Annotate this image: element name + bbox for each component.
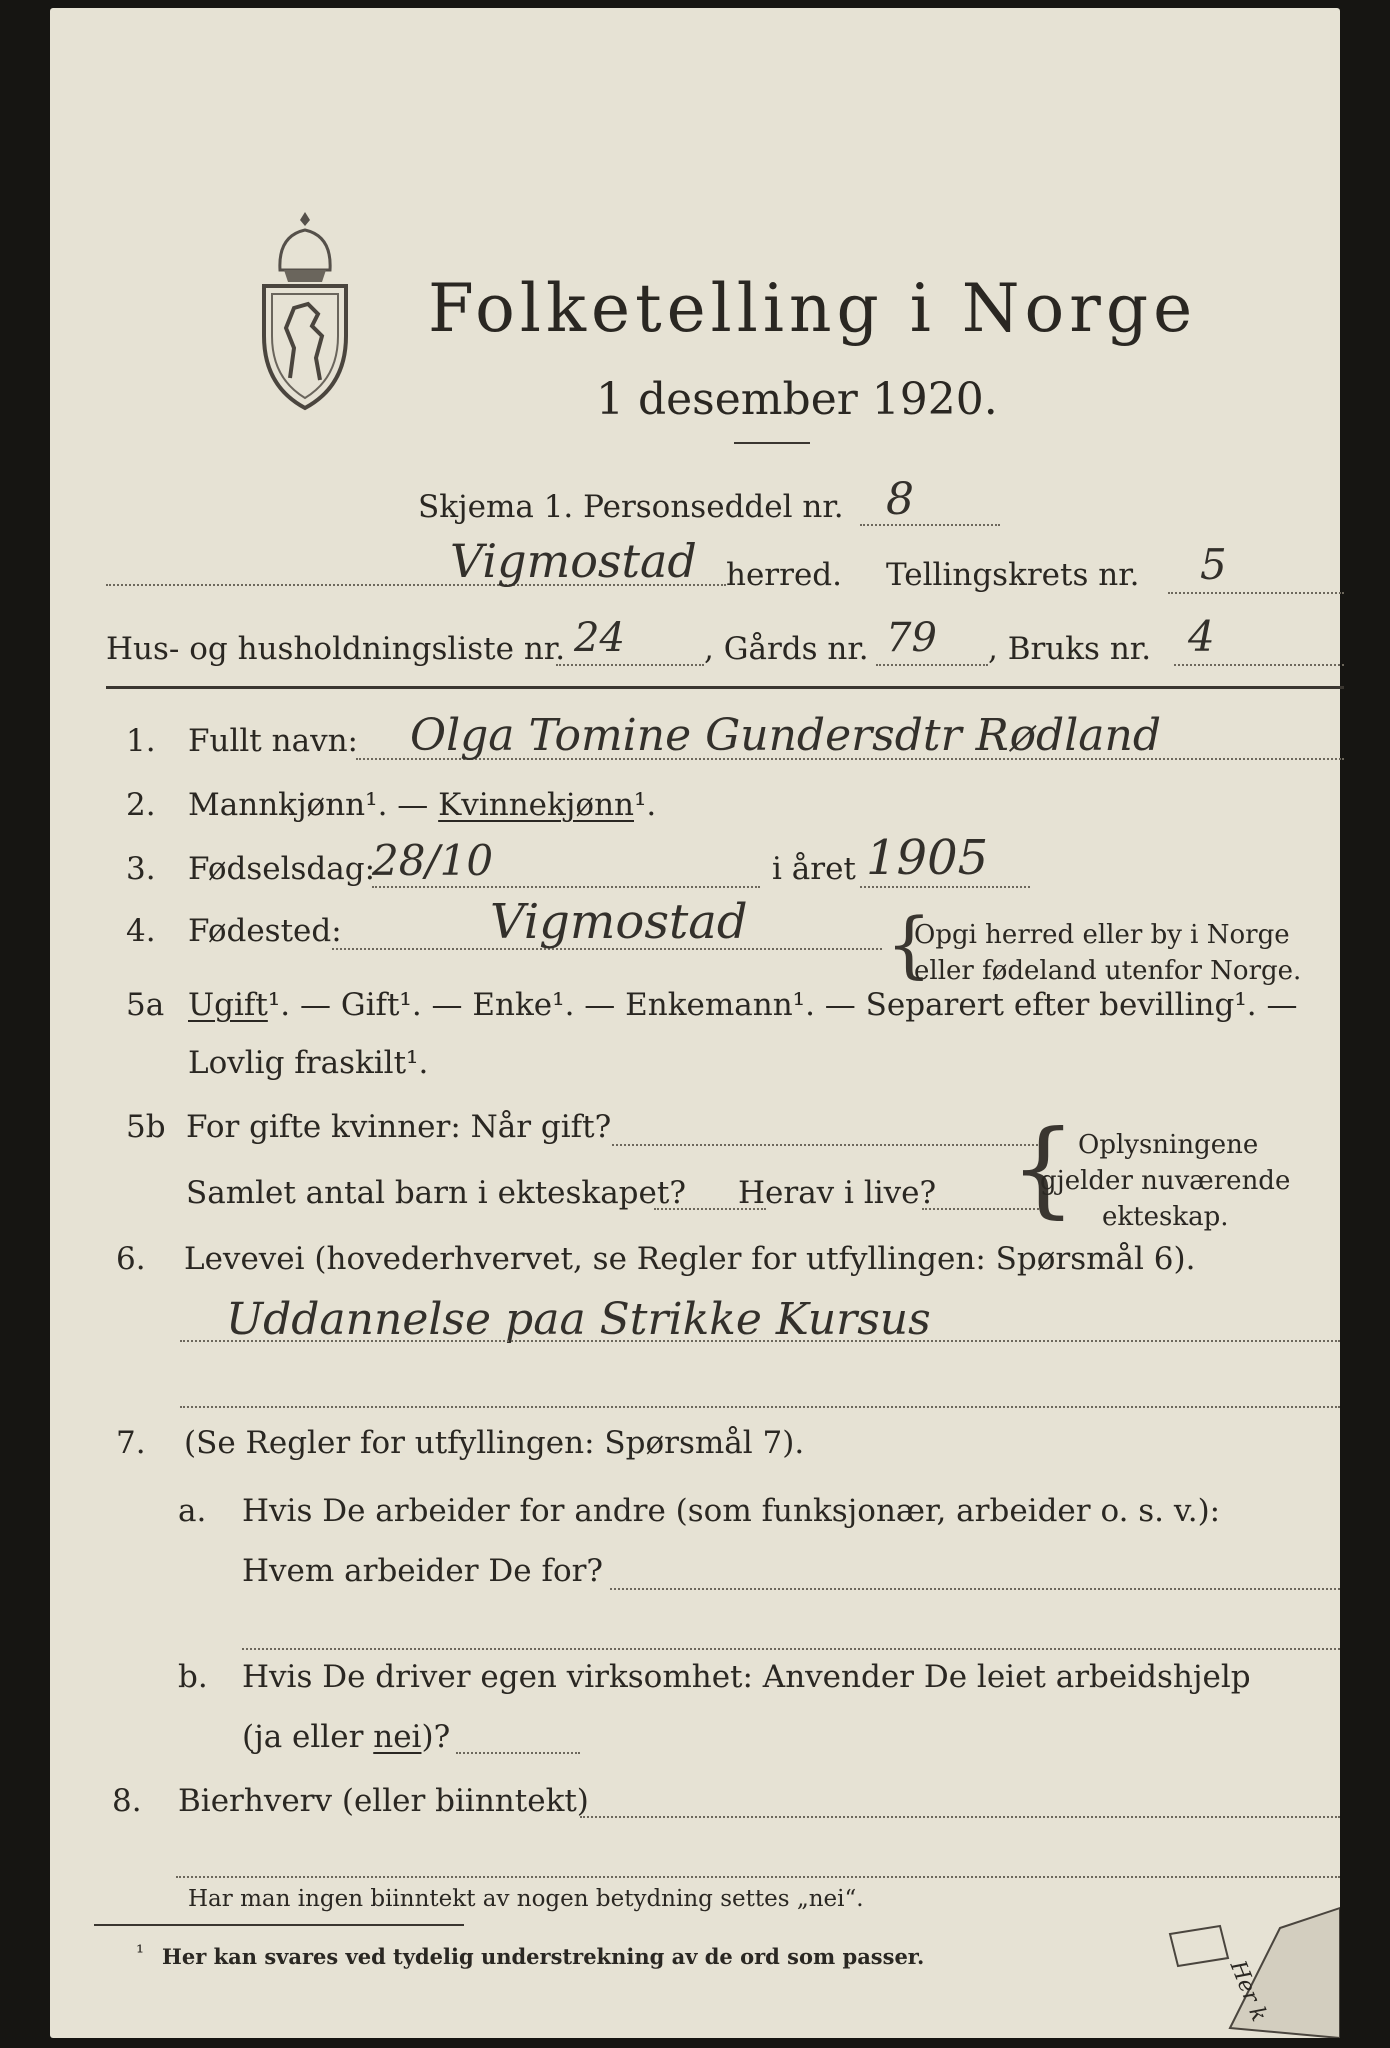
q5a-line2: Lovlig fraskilt¹. bbox=[188, 1045, 429, 1081]
bruks-nr-value: 4 bbox=[1188, 612, 1215, 661]
q7b-yes-option: (ja eller bbox=[242, 1719, 374, 1755]
q8-extra-line bbox=[176, 1876, 1340, 1878]
q7b-line2 bbox=[242, 1719, 451, 1755]
bruks-label: , Bruks nr. bbox=[988, 631, 1152, 667]
footnote-text: Her kan svares ved tydelig understrekning av de ord som passer. bbox=[162, 1944, 925, 1969]
q3-year-value: 1905 bbox=[866, 830, 989, 886]
tellingskrets-nr-value: 5 bbox=[1200, 540, 1227, 589]
q5a-unmarried-option-underlined: Ugift bbox=[188, 987, 268, 1023]
census-date: 1 desember 1920. bbox=[596, 374, 998, 425]
q1-label: Fullt navn: bbox=[188, 723, 358, 759]
q5b-married-date-line bbox=[612, 1144, 1042, 1146]
q5b-note-line2: gjelder nuværende bbox=[1040, 1166, 1291, 1196]
q7b-close: )? bbox=[421, 1719, 451, 1755]
census-form-sheet bbox=[50, 8, 1340, 2038]
personseddel-line bbox=[860, 524, 1000, 526]
q5b-note-line3: ekteskap. bbox=[1102, 1202, 1229, 1232]
q5b-children-label: Samlet antal barn i ekteskapet? bbox=[186, 1175, 686, 1211]
husliste-nr-value: 24 bbox=[574, 615, 625, 661]
q2-female-footnote: ¹. bbox=[634, 787, 657, 823]
q6-line-2 bbox=[180, 1406, 1340, 1408]
q7a-line1: Hvis De arbeider for andre (som funksjonær, arbeider o. s. v.): bbox=[242, 1493, 1221, 1529]
q1-value: Olga Tomine Gundersdtr Rødland bbox=[410, 710, 1162, 761]
q5b-number: 5b bbox=[126, 1109, 166, 1145]
q7b-no-option-underlined: nei bbox=[373, 1719, 422, 1755]
q6-number: 6. bbox=[116, 1241, 146, 1277]
footnote-mark: ¹ bbox=[136, 1940, 145, 1964]
q7-number: 7. bbox=[116, 1425, 146, 1461]
schema-label: Skjema 1. Personseddel nr. bbox=[418, 489, 844, 525]
personseddel-nr-value: 8 bbox=[886, 474, 914, 525]
q7b-letter: b. bbox=[178, 1659, 208, 1695]
q7a-employer-line bbox=[610, 1588, 1340, 1590]
tellingskrets-label: Tellingskrets nr. bbox=[886, 557, 1140, 593]
form-title: Folketelling i Norge bbox=[428, 270, 1198, 347]
herred-label: herred. bbox=[726, 557, 842, 593]
q4-value: Vigmostad bbox=[490, 894, 748, 950]
q5b-note-brace: { bbox=[1010, 1107, 1077, 1229]
q7b-answer-line bbox=[456, 1752, 580, 1754]
q4-note-line2: eller fødeland utenfor Norge. bbox=[914, 956, 1302, 986]
header-divider bbox=[106, 686, 1344, 689]
q7-label: (Se Regler for utfyllingen: Spørsmål 7). bbox=[184, 1425, 805, 1461]
bruks-line bbox=[1174, 664, 1344, 666]
husliste-label: Hus- og husholdningsliste nr. bbox=[106, 631, 566, 667]
gards-line bbox=[876, 664, 988, 666]
q6-line-1 bbox=[180, 1340, 1340, 1342]
coat-of-arms-icon bbox=[260, 208, 350, 413]
q4-number: 4. bbox=[126, 913, 156, 949]
q6-value: Uddannelse paa Strikke Kursus bbox=[226, 1294, 931, 1345]
q7a-letter: a. bbox=[178, 1493, 207, 1529]
q5b-line1: For gifte kvinner: Når gift? bbox=[186, 1109, 612, 1145]
q4-label: Fødested: bbox=[188, 913, 342, 949]
husliste-line bbox=[556, 664, 704, 666]
q1-number: 1. bbox=[126, 723, 156, 759]
q4-note-line1: Opgi herred eller by i Norge bbox=[914, 920, 1290, 950]
footnote-divider bbox=[94, 1924, 464, 1926]
q2-male-option: Mannkjønn¹. — bbox=[188, 787, 439, 823]
q5b-alive-label: Herav i live? bbox=[738, 1175, 937, 1211]
no-income-note: Har man ingen biinntekt av nogen betydning settes „nei“. bbox=[188, 1886, 864, 1912]
q3-year-label: i året bbox=[772, 851, 856, 887]
title-divider bbox=[734, 442, 810, 444]
corner-text: Her k bbox=[1224, 1957, 1272, 2026]
gards-nr-value: 79 bbox=[886, 615, 937, 661]
q5a-number: 5a bbox=[126, 987, 165, 1023]
q3-number: 3. bbox=[126, 851, 156, 887]
q3-year-line bbox=[860, 886, 1030, 888]
q2-female-option-underlined: Kvinnekjønn bbox=[438, 787, 634, 823]
q7a-line2: Hvem arbeider De for? bbox=[242, 1553, 604, 1589]
q5a-other-options: ¹. — Gift¹. — Enke¹. — Enkemann¹. — Separert efter bevilling¹. — bbox=[267, 987, 1298, 1023]
q3-line bbox=[372, 886, 760, 888]
q8-line bbox=[580, 1816, 1340, 1818]
q4-note-brace: { bbox=[886, 902, 932, 986]
q3-birthday-value: 28/10 bbox=[372, 836, 494, 885]
q3-label: Fødselsdag: bbox=[188, 851, 376, 887]
tellingskrets-line bbox=[1168, 592, 1344, 594]
q5a-options bbox=[188, 987, 1298, 1023]
q7a-extra-line bbox=[242, 1648, 1340, 1650]
q8-label: Bierhverv (eller biinntekt) bbox=[178, 1783, 589, 1819]
q6-label: Levevei (hovederhvervet, se Regler for utfyllingen: Spørsmål 6). bbox=[184, 1241, 1196, 1277]
herred-value: Vigmostad bbox=[450, 534, 697, 588]
q8-number: 8. bbox=[112, 1783, 142, 1819]
q7b-line1: Hvis De driver egen virksomhet: Anvender De leiet arbeidshjelp bbox=[242, 1659, 1251, 1695]
gards-label: , Gårds nr. bbox=[704, 631, 869, 667]
q5b-note-line1: Oplysningene bbox=[1078, 1130, 1259, 1160]
q2-number: 2. bbox=[126, 787, 156, 823]
q2-options bbox=[188, 787, 657, 823]
